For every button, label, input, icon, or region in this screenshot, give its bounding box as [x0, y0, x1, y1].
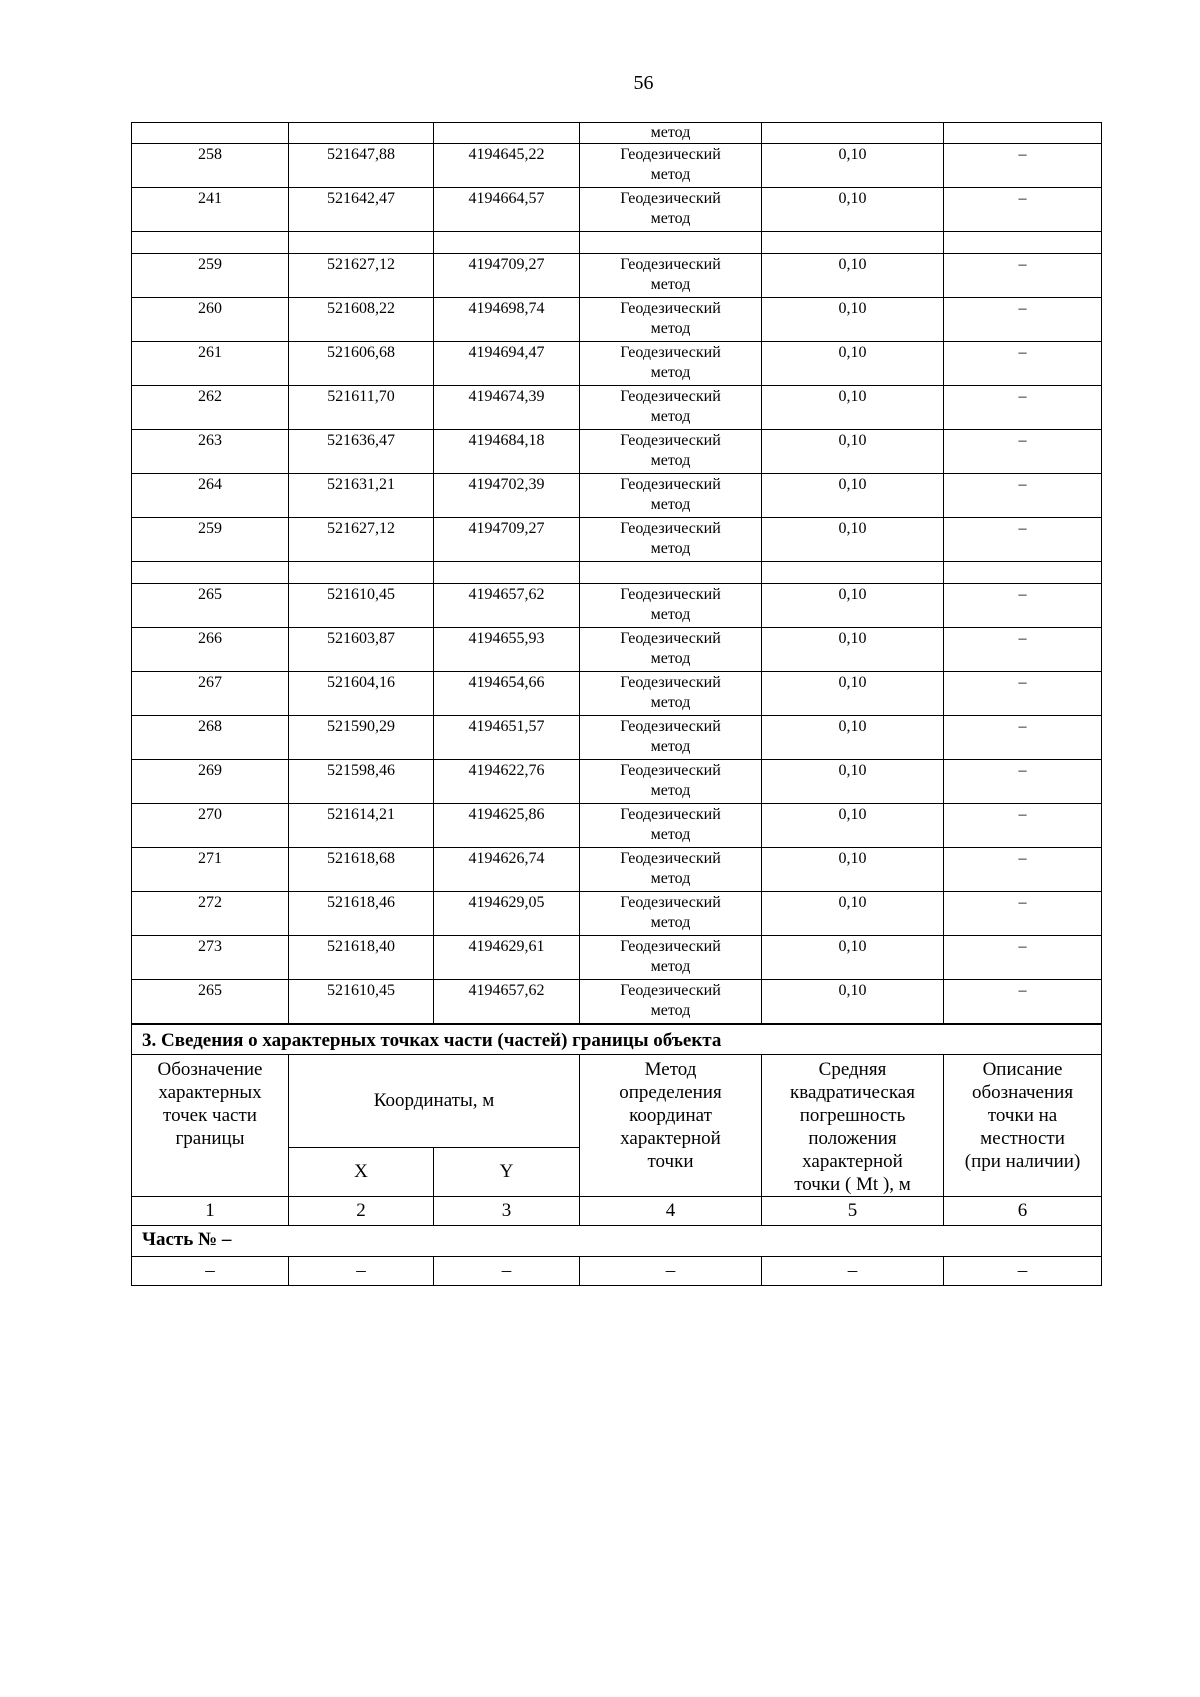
cell-method: метод — [580, 123, 762, 144]
method-line: метод — [650, 650, 691, 667]
header-line: Средняя — [818, 1059, 887, 1080]
cell-x: 521614,21 — [289, 804, 434, 848]
cell-y: 4194657,62 — [434, 980, 580, 1024]
cell-accuracy: 0,10 — [762, 474, 944, 518]
cell-accuracy: – — [762, 1257, 944, 1286]
method-line: Геодезический — [620, 344, 721, 361]
cell-x: 521603,87 — [289, 628, 434, 672]
method-line: Геодезический — [620, 982, 721, 999]
cell-accuracy — [762, 232, 944, 254]
cell-point — [132, 232, 289, 254]
document-sheet — [131, 122, 1101, 1286]
header-x: X — [289, 1147, 434, 1196]
cell-point: 269 — [132, 760, 289, 804]
header-line: погрешность — [799, 1105, 906, 1126]
cell-method — [580, 892, 762, 936]
method-line: метод — [650, 496, 691, 513]
cell-y: 4194698,74 — [434, 298, 580, 342]
header-line: Обозначение — [157, 1059, 263, 1080]
cell-method — [580, 980, 762, 1024]
method-line: Геодезический — [620, 520, 721, 537]
method-line: Геодезический — [620, 806, 721, 823]
cell-method — [580, 672, 762, 716]
cell-method — [580, 386, 762, 430]
cell-y: 4194629,61 — [434, 936, 580, 980]
method-line: Геодезический — [620, 718, 721, 735]
cell-description: – — [944, 518, 1102, 562]
cell-description: – — [944, 716, 1102, 760]
coordinate-row — [132, 474, 1102, 518]
coordinate-row — [132, 760, 1102, 804]
header-line: Описание — [982, 1059, 1063, 1080]
cell-accuracy: 0,10 — [762, 386, 944, 430]
cell-accuracy: 0,10 — [762, 760, 944, 804]
method-line: метод — [650, 320, 691, 337]
separator-row — [132, 562, 1102, 584]
cell-point: 264 — [132, 474, 289, 518]
header-line: координат — [629, 1105, 712, 1126]
cell-accuracy: 0,10 — [762, 936, 944, 980]
cell-method — [580, 518, 762, 562]
method-line: метод — [650, 694, 691, 711]
cell-method: – — [580, 1257, 762, 1286]
cell-x: 521604,16 — [289, 672, 434, 716]
cell-y: 4194684,18 — [434, 430, 580, 474]
cell-x: 521631,21 — [289, 474, 434, 518]
cell-method — [580, 254, 762, 298]
header-line: точек части — [163, 1105, 257, 1126]
cell-y: 4194674,39 — [434, 386, 580, 430]
section3-title-row — [132, 1025, 1102, 1055]
cell-point: 260 — [132, 298, 289, 342]
cell-method — [580, 936, 762, 980]
method-line: Геодезический — [620, 762, 721, 779]
header-line: границы — [175, 1128, 245, 1149]
cell-accuracy: 0,10 — [762, 144, 944, 188]
cell-x: 521606,68 — [289, 342, 434, 386]
cell-y: 4194655,93 — [434, 628, 580, 672]
part-row — [132, 1226, 1102, 1257]
cell-method — [580, 144, 762, 188]
method-line: Геодезический — [620, 190, 721, 207]
method-line: метод — [650, 408, 691, 425]
cell-accuracy: 0,10 — [762, 188, 944, 232]
method-line: метод — [650, 782, 691, 799]
cell-x: 521598,46 — [289, 760, 434, 804]
header-line: положения — [808, 1128, 897, 1149]
cell-description: – — [944, 936, 1102, 980]
header-description — [944, 1055, 1102, 1197]
cell-x — [289, 232, 434, 254]
method-line: метод — [650, 870, 691, 887]
cell-accuracy: 0,10 — [762, 804, 944, 848]
cell-description: – — [944, 342, 1102, 386]
cell-description — [944, 123, 1102, 144]
method-line: Геодезический — [620, 586, 721, 603]
coordinates-table — [131, 122, 1102, 1024]
cell-description: – — [944, 892, 1102, 936]
cell-x: 521608,22 — [289, 298, 434, 342]
cell-y: 4194654,66 — [434, 672, 580, 716]
cell-y: 4194626,74 — [434, 848, 580, 892]
header-line: характерных — [158, 1082, 262, 1103]
cell-description: – — [944, 584, 1102, 628]
cell-accuracy — [762, 123, 944, 144]
cell-accuracy: 0,10 — [762, 254, 944, 298]
coordinate-row — [132, 716, 1102, 760]
cell-description: – — [944, 254, 1102, 298]
cell-accuracy — [762, 562, 944, 584]
method-line: Геодезический — [620, 146, 721, 163]
cell-accuracy: 0,10 — [762, 980, 944, 1024]
cell-x: 521627,12 — [289, 254, 434, 298]
cell-method — [580, 298, 762, 342]
coordinate-row — [132, 672, 1102, 716]
cell-accuracy: 0,10 — [762, 716, 944, 760]
method-line: Геодезический — [620, 476, 721, 493]
cell-method — [580, 804, 762, 848]
cell-description: – — [944, 804, 1102, 848]
cell-y: 4194664,57 — [434, 188, 580, 232]
coordinate-row — [132, 892, 1102, 936]
method-line: метод — [650, 452, 691, 469]
cell-y: 4194622,76 — [434, 760, 580, 804]
cell-x: 521647,88 — [289, 144, 434, 188]
cell-point: 266 — [132, 628, 289, 672]
cell-x: 521610,45 — [289, 584, 434, 628]
cell-point: 272 — [132, 892, 289, 936]
cell-point — [132, 123, 289, 144]
cell-description: – — [944, 672, 1102, 716]
coordinate-row — [132, 518, 1102, 562]
method-line: метод — [650, 540, 691, 557]
coordinate-row — [132, 628, 1102, 672]
method-line: Геодезический — [620, 388, 721, 405]
coordinate-row — [132, 342, 1102, 386]
method-line: метод — [650, 1002, 691, 1019]
column-number: 6 — [944, 1197, 1102, 1226]
cell-y: 4194702,39 — [434, 474, 580, 518]
method-line: Геодезический — [620, 630, 721, 647]
cell-y: 4194709,27 — [434, 254, 580, 298]
cell-y: 4194651,57 — [434, 716, 580, 760]
coordinate-row — [132, 848, 1102, 892]
method-line: Геодезический — [620, 432, 721, 449]
header-line: квадратическая — [790, 1082, 915, 1103]
header-designation — [132, 1055, 289, 1197]
cell-x: – — [289, 1257, 434, 1286]
cell-y: – — [434, 1257, 580, 1286]
cell-method — [580, 474, 762, 518]
cell-method — [580, 430, 762, 474]
cell-x: 521610,45 — [289, 980, 434, 1024]
cell-point: 259 — [132, 254, 289, 298]
cell-description — [944, 232, 1102, 254]
coordinate-row — [132, 980, 1102, 1024]
part-label: Часть № – — [132, 1226, 1102, 1257]
cell-point: 271 — [132, 848, 289, 892]
coordinate-row — [132, 584, 1102, 628]
cell-description — [944, 562, 1102, 584]
cell-method — [580, 562, 762, 584]
header-y: Y — [434, 1147, 580, 1196]
column-number: 4 — [580, 1197, 762, 1226]
coordinate-row — [132, 936, 1102, 980]
cell-y: 4194629,05 — [434, 892, 580, 936]
cell-accuracy: 0,10 — [762, 628, 944, 672]
method-line: метод — [650, 606, 691, 623]
method-line: Геодезический — [620, 850, 721, 867]
empty-part-row — [132, 1257, 1102, 1286]
cell-description: – — [944, 628, 1102, 672]
cell-method — [580, 716, 762, 760]
coordinate-row — [132, 804, 1102, 848]
cell-accuracy: 0,10 — [762, 298, 944, 342]
header-line: местности — [980, 1128, 1065, 1149]
header-line: обозначения — [971, 1082, 1074, 1103]
coordinate-row — [132, 386, 1102, 430]
cell-x: 521636,47 — [289, 430, 434, 474]
cell-accuracy: 0,10 — [762, 430, 944, 474]
cell-point: 267 — [132, 672, 289, 716]
cell-x: 521627,12 — [289, 518, 434, 562]
cell-description: – — [944, 430, 1102, 474]
cell-y: 4194657,62 — [434, 584, 580, 628]
cell-method — [580, 342, 762, 386]
header-accuracy — [762, 1055, 944, 1197]
cell-description: – — [944, 386, 1102, 430]
header-line: определения — [619, 1082, 722, 1103]
cell-method — [580, 232, 762, 254]
method-line: Геодезический — [620, 938, 721, 955]
coordinates-table-body — [132, 123, 1102, 1024]
column-number: 2 — [289, 1197, 434, 1226]
cell-method — [580, 628, 762, 672]
coordinate-row — [132, 254, 1102, 298]
method-line: Геодезический — [620, 894, 721, 911]
cell-description: – — [944, 144, 1102, 188]
cell-description: – — [944, 474, 1102, 518]
header-coordinates: Координаты, м — [289, 1055, 580, 1148]
cell-point: 262 — [132, 386, 289, 430]
section-title: 3. Сведения о характерных точках части (частей) границы объекта — [132, 1025, 1102, 1055]
method-line: метод — [650, 364, 691, 381]
cell-point: 263 — [132, 430, 289, 474]
cell-description: – — [944, 188, 1102, 232]
coordinate-row — [132, 188, 1102, 232]
coordinate-row — [132, 144, 1102, 188]
method-line: метод — [650, 210, 691, 227]
cell-x — [289, 562, 434, 584]
header-line: Метод — [644, 1059, 697, 1080]
cell-x: 521618,46 — [289, 892, 434, 936]
cell-point: 273 — [132, 936, 289, 980]
cell-description: – — [944, 298, 1102, 342]
method-line: метод — [650, 914, 691, 931]
coordinate-row — [132, 430, 1102, 474]
cell-accuracy: 0,10 — [762, 892, 944, 936]
method-line: Геодезический — [620, 300, 721, 317]
cell-x: 521642,47 — [289, 188, 434, 232]
method-line: Геодезический — [620, 256, 721, 273]
cell-y: 4194694,47 — [434, 342, 580, 386]
header-line: точки — [647, 1151, 694, 1172]
column-numbers-row — [132, 1197, 1102, 1226]
cell-y: 4194645,22 — [434, 144, 580, 188]
cell-point: 265 — [132, 584, 289, 628]
header-line: точки на — [987, 1105, 1058, 1126]
cell-description: – — [944, 1257, 1102, 1286]
cell-method — [580, 760, 762, 804]
cell-point: 265 — [132, 980, 289, 1024]
cell-point: 268 — [132, 716, 289, 760]
cell-point: 258 — [132, 144, 289, 188]
cell-x: 521611,70 — [289, 386, 434, 430]
method-line: метод — [650, 166, 691, 183]
cell-description: – — [944, 848, 1102, 892]
column-number: 1 — [132, 1197, 289, 1226]
cell-y — [434, 232, 580, 254]
cell-accuracy: 0,10 — [762, 848, 944, 892]
cell-x: 521590,29 — [289, 716, 434, 760]
cell-x — [289, 123, 434, 144]
cell-accuracy: 0,10 — [762, 342, 944, 386]
section3-table — [131, 1024, 1102, 1286]
cell-point: – — [132, 1257, 289, 1286]
method-line: метод — [650, 738, 691, 755]
cell-point: 259 — [132, 518, 289, 562]
column-number: 5 — [762, 1197, 944, 1226]
header-line: точки ( Mt ), м — [794, 1174, 911, 1195]
section3-header-row — [132, 1055, 1102, 1148]
cell-point: 241 — [132, 188, 289, 232]
cell-description: – — [944, 760, 1102, 804]
column-number: 3 — [434, 1197, 580, 1226]
cell-point: 270 — [132, 804, 289, 848]
cell-description: – — [944, 980, 1102, 1024]
cell-y: 4194625,86 — [434, 804, 580, 848]
header-line: (при наличии) — [964, 1151, 1081, 1172]
coordinate-row — [132, 298, 1102, 342]
continuation-row — [132, 123, 1102, 144]
page-number: 56 — [633, 72, 654, 94]
cell-method — [580, 584, 762, 628]
method-line: метод — [650, 958, 691, 975]
method-line: Геодезический — [620, 674, 721, 691]
header-line: характерной — [620, 1128, 721, 1149]
cell-point: 261 — [132, 342, 289, 386]
cell-accuracy: 0,10 — [762, 584, 944, 628]
cell-x: 521618,68 — [289, 848, 434, 892]
cell-accuracy: 0,10 — [762, 672, 944, 716]
header-line: характерной — [802, 1151, 903, 1172]
cell-point — [132, 562, 289, 584]
cell-accuracy: 0,10 — [762, 518, 944, 562]
cell-y — [434, 123, 580, 144]
cell-y — [434, 562, 580, 584]
separator-row — [132, 232, 1102, 254]
method-line: метод — [650, 826, 691, 843]
cell-y: 4194709,27 — [434, 518, 580, 562]
method-line: метод — [650, 276, 691, 293]
cell-x: 521618,40 — [289, 936, 434, 980]
cell-method — [580, 188, 762, 232]
header-method — [580, 1055, 762, 1197]
cell-method — [580, 848, 762, 892]
